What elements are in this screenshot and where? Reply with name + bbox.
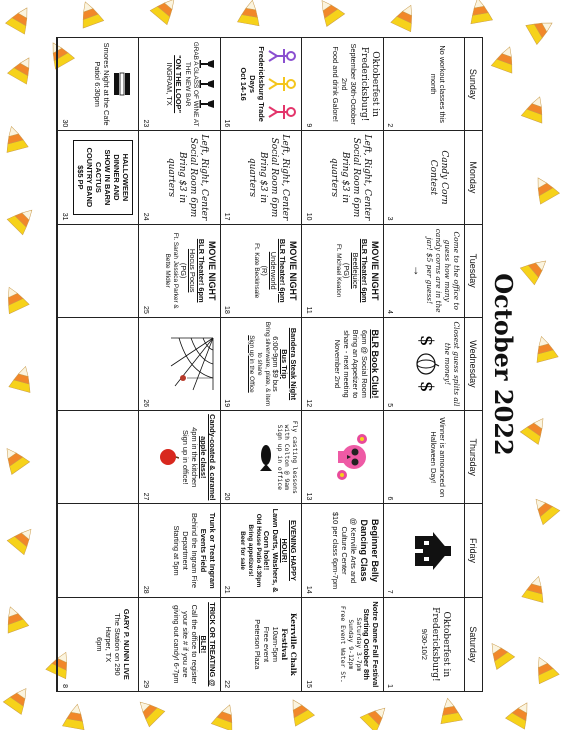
- day-cell: [301, 598, 382, 691]
- event-text: 6:00-9pm $9 bus: [271, 336, 281, 392]
- event-text: The Station on 290: [113, 613, 123, 676]
- event-title: Candy-coated & caramel apple class!: [198, 414, 217, 501]
- event-text: Free event: [262, 626, 272, 663]
- event-title: MOVIE NIGHT: [206, 240, 217, 301]
- day-number: 26: [141, 399, 149, 408]
- event-text: Beer for sale: [239, 531, 247, 570]
- event-text: Old House Patio 4:30pm: [255, 513, 263, 588]
- event-title: HALLOWEEN DINNER AND SHOW IN BARN: [103, 149, 131, 206]
- event-text: (R): [260, 265, 270, 276]
- day-number: 17: [223, 212, 231, 221]
- event-text: BLR Theater! 6pm: [359, 238, 369, 303]
- day-number: 7: [386, 589, 394, 594]
- event-title: Fly casting lessons with Colton @ 9am: [283, 420, 300, 494]
- day-number: 29: [141, 680, 149, 688]
- day-number: 19: [223, 399, 231, 408]
- event-text: (PG): [178, 262, 188, 279]
- event-title: EVENING HAPPY HOUR!: [280, 520, 299, 581]
- day-cell: [220, 38, 301, 131]
- event-text: Sign up in office!: [180, 430, 190, 485]
- event-text: Social Room 6pm: [269, 137, 280, 218]
- event-text: "ON THE LOOP": [174, 55, 184, 114]
- day-number: 10: [304, 212, 312, 221]
- day-cell: [301, 131, 382, 224]
- event-text: Lawn Darts, Washers, & Corn hole!!: [262, 508, 281, 593]
- weekday-header: Wednesday: [464, 318, 482, 411]
- event-text: Free Event Water St.: [338, 605, 347, 683]
- day-cell: [301, 38, 382, 131]
- event-title: GARY P. NUNN LIVE: [122, 608, 132, 680]
- day-cell: [383, 318, 464, 411]
- day-number: 22: [223, 680, 231, 688]
- event-text: Ft. Kate Beckinsale: [253, 243, 261, 299]
- day-cell: [138, 598, 219, 691]
- event-title: Notre Dame Fall Festival Starting October 8th: [361, 601, 380, 688]
- event-text: Hocus Pocus: [187, 248, 197, 293]
- day-number: 1: [386, 684, 394, 688]
- event-title: Fredericksburg Trade Days: [248, 46, 267, 122]
- event-text: Ft. Sarah Jessica Parker & Bette Midler: [163, 232, 179, 309]
- event-title: MOVIE NIGHT: [288, 240, 299, 301]
- event-text: 6pm: [95, 637, 105, 652]
- haunted-house-icon: [413, 528, 453, 574]
- day-cell: [301, 225, 382, 318]
- event-title: TRICK OR TREATING @ BLR!: [198, 602, 217, 687]
- skull-flower-icon: [330, 427, 374, 487]
- event-title: GRAB A GLASS OF WINE AT THE NEW BAR: [184, 41, 199, 127]
- day-number: 11: [304, 306, 312, 314]
- event-title: BLR Book Club!: [369, 329, 380, 399]
- weekday-header: Monday: [464, 131, 482, 224]
- day-cell: [383, 225, 464, 318]
- event-title: Oktoberfest in Fredericksburg!: [358, 46, 380, 122]
- event-text: Ft. Michael Keaton: [334, 244, 342, 298]
- event-title: Beginner Belly Dancing Class: [358, 519, 380, 583]
- day-number: 3: [386, 216, 394, 221]
- event-text: $10 per class 6pm-7pm: [330, 511, 340, 590]
- day-cell: [383, 598, 464, 691]
- day-cell: [138, 318, 219, 411]
- event-text: Food and drink Galore!: [330, 46, 340, 122]
- weekday-header: Tuesday: [464, 225, 482, 318]
- day-number: 8: [60, 684, 68, 688]
- halloween-box: [73, 140, 133, 214]
- event-text: Bring $3 in quarters: [165, 151, 187, 204]
- event-text: Sign up in office: [275, 424, 284, 490]
- day-cell: [220, 318, 301, 411]
- event-text: 4pm in the kitchen: [189, 427, 199, 488]
- day-cell: [138, 411, 219, 504]
- day-cell: [220, 598, 301, 691]
- event-text: Closest guess splits all the money!: [442, 321, 461, 407]
- event-text: Come to the office to guess how many candy corns are in the jar! $5 per guess!: [424, 228, 461, 313]
- day-cell: [383, 411, 464, 504]
- day-number: 23: [141, 119, 149, 128]
- day-number: 6: [386, 496, 394, 501]
- calendar-grid: [56, 37, 483, 692]
- event-text: Bring $3 in quarters: [328, 151, 350, 204]
- fish-icon: [259, 442, 273, 472]
- event-text: Sunday 9-12pm: [346, 619, 355, 670]
- day-cell: [138, 225, 219, 318]
- day-cell: [301, 318, 382, 411]
- day-number: 21: [223, 585, 231, 594]
- day-cell: [301, 411, 382, 504]
- day-cell: [57, 411, 138, 504]
- day-number: 20: [223, 492, 231, 501]
- day-cell: [220, 131, 301, 224]
- day-number: 12: [304, 399, 312, 408]
- event-text: Bring an Appetizer to share - next meeting November 2nd: [332, 329, 360, 399]
- event-text: INGRAM, TX: [165, 62, 175, 106]
- event-text: Harper, TX: [104, 626, 114, 663]
- event-text: September 30th-October 2nd: [339, 43, 358, 125]
- event-text: CACTUS COUNTRY BAND $$5 PP: [76, 147, 104, 208]
- event-subtitle: Contest: [428, 159, 439, 196]
- event-title: Candy Corn: [439, 150, 449, 205]
- day-number: 15: [304, 680, 312, 688]
- event-text: Social Room 6pm: [350, 137, 361, 218]
- day-number: 18: [223, 306, 231, 314]
- day-number: 27: [141, 492, 149, 501]
- day-cell: [57, 131, 138, 224]
- event-text: Winner is announced on Halloween Day!: [428, 417, 447, 498]
- day-number: 16: [223, 119, 231, 128]
- event-text: BLR Theater! 6pm: [196, 238, 206, 303]
- calendar: [56, 37, 523, 692]
- day-cell: [138, 38, 219, 131]
- arrow-right-icon: →: [410, 264, 425, 277]
- weekday-header: Saturday: [464, 598, 482, 691]
- day-cell: [138, 504, 219, 597]
- day-number: 2: [386, 123, 394, 128]
- event-text: Peterson Plaza: [253, 619, 263, 670]
- event-title: Kerrville Chalk Festival: [280, 612, 299, 676]
- day-cell: [57, 225, 138, 318]
- skeletons-icon: [268, 44, 296, 124]
- day-cell: [301, 504, 382, 597]
- event-text: Saturday 3-7pm: [354, 617, 363, 672]
- day-number: 13: [304, 492, 312, 501]
- event-text: BLR Theater! 6pm: [278, 238, 288, 303]
- event-text: Bring appetizers!: [247, 524, 255, 577]
- day-number: 4: [386, 309, 394, 314]
- wine-glasses-icon: [199, 54, 215, 114]
- svg-text:$: $: [415, 334, 437, 347]
- event-text: No workout classes this month: [428, 45, 447, 123]
- spider-web-icon: [169, 336, 215, 392]
- svg-text:$: $: [415, 380, 437, 393]
- day-cell: [57, 598, 138, 691]
- weekday-header: Sunday: [464, 38, 482, 131]
- weekday-header: Thursday: [464, 411, 482, 504]
- event-text: 6pm @ Social Room: [359, 330, 369, 398]
- day-number: 24: [141, 212, 149, 221]
- day-cell: [138, 131, 219, 224]
- calendar-title: October 2022: [489, 273, 518, 456]
- day-cell: [220, 411, 301, 504]
- event-text: 10am-5pm: [271, 626, 281, 662]
- pumpkin-dollar-icon: [415, 329, 441, 399]
- day-cell: [383, 38, 464, 131]
- event-text: Call the office to register your site # if you are giving out candy! 6-7pm: [171, 604, 199, 685]
- day-number: 9: [304, 123, 312, 128]
- day-number: 5: [386, 403, 394, 408]
- day-cell: [57, 38, 138, 131]
- event-text: Oct 14-16: [239, 67, 249, 101]
- event-text: Bring silverware, plate, & item to share: [256, 321, 272, 407]
- event-text: Behind the Ingram Fire Department: [180, 512, 199, 589]
- event-text: Smores Night at the Cafe Patio! 6:30pm: [93, 42, 112, 126]
- day-cell: [220, 225, 301, 318]
- event-title: Left, Right, Center: [361, 134, 372, 221]
- event-text: Social Room 6pm: [187, 137, 198, 218]
- event-text: Sign up in the Office: [248, 335, 256, 393]
- day-cell: [57, 504, 138, 597]
- day-number: 28: [141, 585, 149, 594]
- event-text: Bring $3 in quarters: [247, 151, 269, 204]
- event-text: 9/30-10/2: [420, 628, 430, 660]
- event-title: Left, Right, Center: [280, 134, 291, 221]
- day-number: 30: [60, 119, 68, 128]
- event-text: Beetlejuice: [350, 252, 360, 289]
- smores-icon: [111, 69, 133, 99]
- day-number: 14: [304, 585, 312, 594]
- day-number: 25: [141, 306, 149, 314]
- event-title: Bandera Steak Night Bus Trip: [280, 327, 299, 401]
- day-cell: [57, 318, 138, 411]
- apple-icon: [159, 447, 179, 467]
- day-cell: [383, 504, 464, 597]
- day-number: 31: [60, 212, 68, 221]
- event-title: Left, Right, Center: [198, 134, 209, 221]
- weekday-header: Friday: [464, 504, 482, 597]
- event-title: Oktoberfest in Fredericksburg!: [430, 607, 451, 682]
- event-text: (PG): [341, 262, 351, 279]
- day-cell: [220, 504, 301, 597]
- day-cell: [383, 131, 464, 224]
- event-title: MOVIE NIGHT: [369, 240, 380, 301]
- event-title: Trunk or Treat Ingram Events Field: [198, 512, 217, 589]
- event-text: Starting at 5pm: [171, 525, 181, 576]
- event-text: Underworld: [269, 251, 279, 290]
- event-text: @ Kerrville Arts and Culture Center: [339, 517, 358, 584]
